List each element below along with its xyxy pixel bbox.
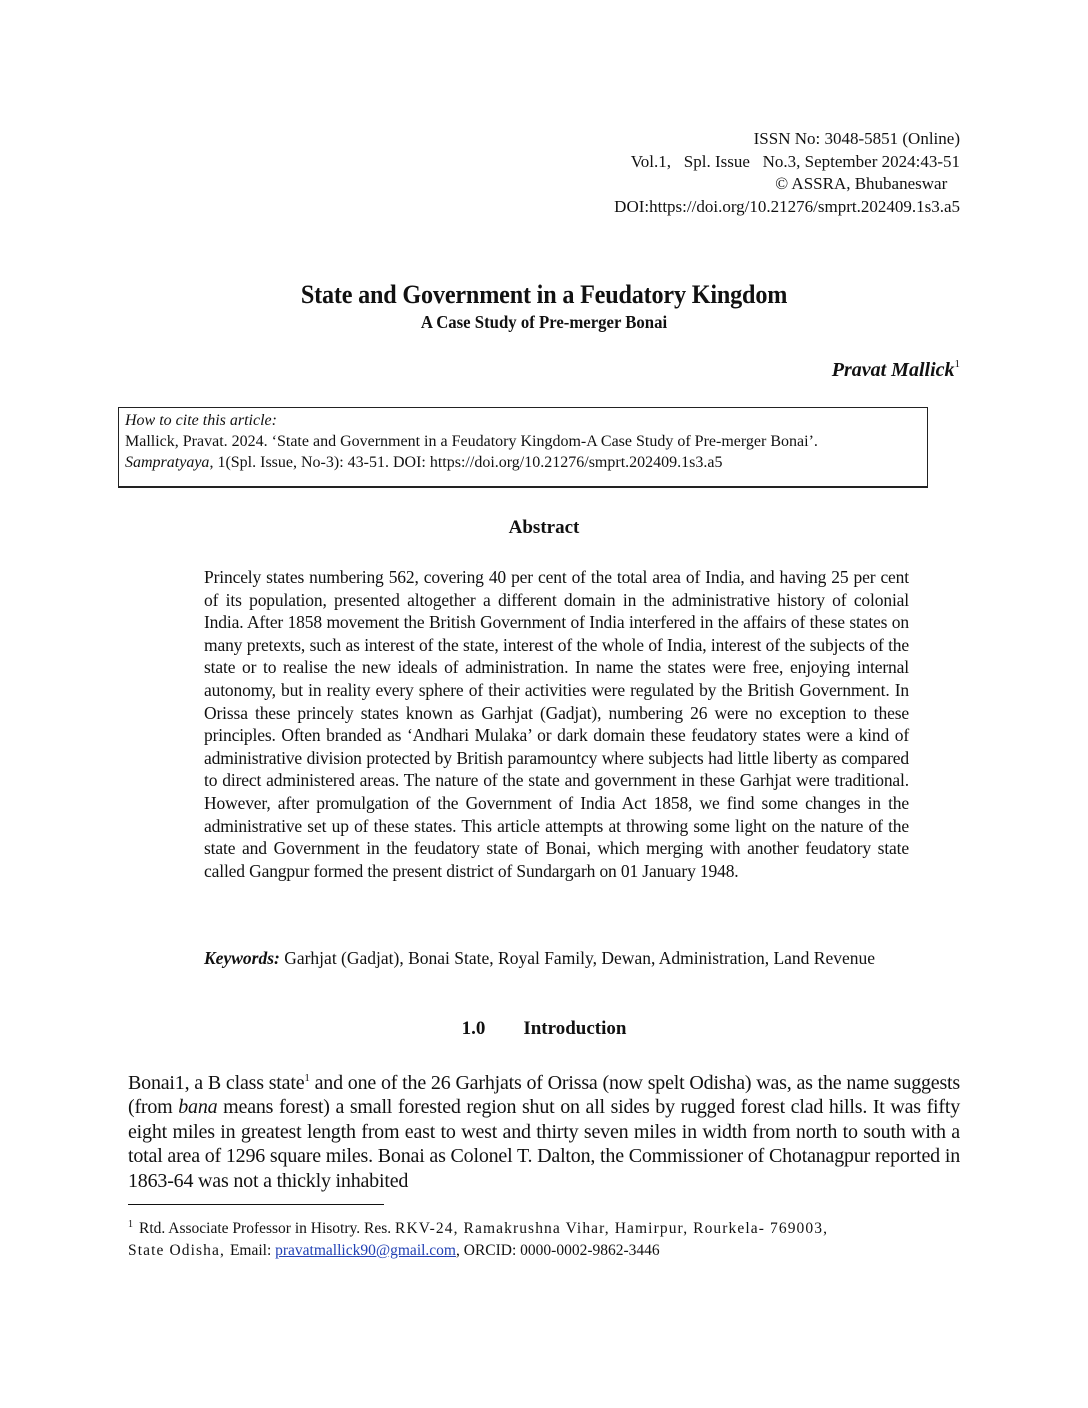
- citation-box: [118, 407, 928, 488]
- citation-line-1: Mallick, Pravat. 2024. ‘State and Government in a Feudatory Kingdom-A Case Study of Pre-merger Bonai’.: [125, 433, 818, 450]
- footnote-email-label: Email:: [229, 1242, 276, 1259]
- author-footnote-mark[interactable]: 1: [954, 358, 960, 370]
- journal-meta: [614, 128, 960, 218]
- citation-label: How to cite this article:: [125, 412, 277, 429]
- citation-journal: Sampratyaya: [125, 454, 210, 471]
- section-number: 1.0: [461, 1018, 486, 1039]
- introduction-text: [128, 1066, 960, 1193]
- author: [832, 358, 960, 382]
- publisher: © ASSRA, Bhubaneswar: [775, 174, 960, 193]
- issn: ISSN No: 3048-5851 (Online): [753, 129, 960, 148]
- abstract-text: Princely states numbering 562, covering 40 per cent of the total area of India, and having 25 per cent of its population, presented altogether a different domain in the administrative history of colonial India. After 1858 movement the British Government of India interfered in the affairs of these states on many pretexts, such as interest of the state, interest of the whole of India, interest of the subjects of the state or to realise the new ideals of administration. In name the states were free, enjoying internal autonomy, but in reality every sphere of their activities were regulated by the British Government. In Orissa these princely states known as Garhjat (Gadjat), numbering 26 were no exception to these principles. Often branded as ‘Andhari Mulaka’ or dark domain these feudatory states were a kind of administrative division protected by British paramountcy where subjects had little liberty as compared to direct administered areas. The nature of the state and government in these Garhjat were traditional. However, after promulgation of the Government of India Act 1858, we find some changes in the administrative set up of these states. This article attempts at throwing some light on the nature of the state and Government in the feudatory state of Bonai, which merging with another feudatory state called Gangpur formed the present district of Sundargarh on 01 January 1948.: [204, 567, 909, 881]
- intro-italic-word: bana: [178, 1096, 218, 1119]
- footnote-text-1: Rtd. Associate Professor in Hisotry. Res.: [139, 1220, 396, 1237]
- intro-text-mid: and one of the 26 Garhjats of Orissa (now spelt Odisha) was, as the name suggests (from: [128, 1072, 960, 1119]
- keywords-text: Garhjat (Gadjat), Bonai State, Royal Family, Dewan, Administration, Land Revenue: [284, 948, 876, 968]
- article-title: State and Government in a Feudatory Kingdom: [300, 280, 788, 309]
- doi: DOI:https://doi.org/10.21276/smprt.202409.1s3.a5: [614, 196, 960, 216]
- footnote-divider: [128, 1204, 384, 1205]
- citation-line-2: [125, 452, 921, 473]
- footnote-1: [128, 1214, 960, 1262]
- title-block: [0, 280, 1088, 333]
- section-heading-introduction: [0, 1018, 1088, 1040]
- footnote-address: RKV-24, Ramakrushna Vihar, Hamirpur, Rourkela- 769003,: [395, 1220, 829, 1237]
- citation-details: , 1(Spl. Issue, No-3): 43-51. DOI: https://doi.org/10.21276/smprt.202409.1s3.a5: [209, 454, 723, 471]
- author-email-link[interactable]: pravatmallick90@gmail.com: [275, 1242, 456, 1259]
- volume-issue: Vol.1, Spl. Issue No.3, September 2024:43-51: [630, 151, 960, 171]
- intro-text-end: means forest) a small forested region shut on all sides by rugged forest clad hills. It was fifty eight miles in greatest length from east to west and thirty seven miles in width from north to south with a total area of 1296 square miles. Bonai as Colonel T. Dalton, the Commissioner of Chotanagpur reported in 1863-64 was not a thickly inhabited: [128, 1096, 961, 1192]
- article-subtitle: A Case Study of Pre-merger Bonai: [420, 312, 668, 332]
- keywords: [204, 947, 909, 970]
- footnote-state: State Odisha,: [128, 1242, 230, 1259]
- abstract-heading: Abstract: [508, 517, 580, 538]
- keywords-label: Keywords:: [204, 948, 280, 968]
- section-title: Introduction: [523, 1018, 627, 1039]
- author-name: Pravat Mallick: [831, 359, 955, 381]
- intro-footnote-mark[interactable]: 1: [304, 1072, 310, 1084]
- intro-text-start: Bonai1, a B class state: [128, 1072, 305, 1094]
- footnote-orcid: , ORCID: 0000-0002-9862-3446: [456, 1242, 660, 1259]
- footnote-mark: 1: [128, 1219, 133, 1230]
